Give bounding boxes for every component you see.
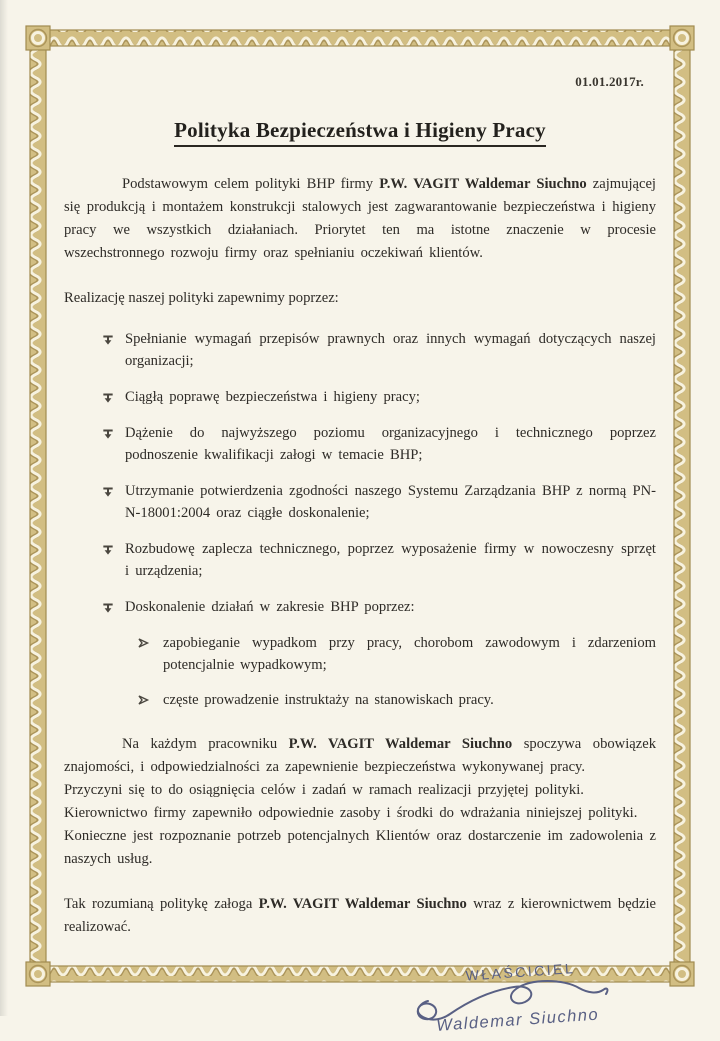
list-item xyxy=(100,422,656,466)
policy-bullet-list xyxy=(64,328,656,711)
down-arrow-from-bar-bullet-icon xyxy=(100,543,116,557)
list-item xyxy=(100,596,656,618)
body-line: Konieczne jest rozpoznanie potrzeb potencjalnych Klientów oraz dostarczenie im zadowolenia z naszych usług. xyxy=(64,828,656,867)
stamp-role-text: WŁAŚCICIEL xyxy=(465,960,576,984)
down-arrow-from-bar-bullet-icon xyxy=(100,485,116,499)
intro-text-post: zajmującej się produkcją i montażem konstrukcji stalowych jest zagwarantowanie bezpieczeństwa i higieny pracy we wszystkich działaniach. Priorytet ten ma istotne znaczenie w procesie wszechstronnego rozwoju firmy oraz spełnianiu oczekiwań klientów. xyxy=(64,176,656,261)
list-item-text: Ciągłą poprawę bezpieczeństwa i higieny pracy; xyxy=(125,389,420,405)
list-item-text: Doskonalenie działań w zakresie BHP poprzez: xyxy=(125,599,415,615)
ring-ornament-icon xyxy=(670,26,694,50)
sub-list-item xyxy=(137,689,656,711)
right-arrowhead-icon xyxy=(137,637,150,649)
body-line: Kierownictwo firmy zapewniło odpowiednie zasoby i środki do wdrażania niniejszej polityki. xyxy=(64,805,638,821)
company-name: P.W. VAGIT Waldemar Siuchno xyxy=(288,736,513,752)
intro-text-pre: Podstawowym celem polityki BHP firmy xyxy=(122,176,380,192)
company-name: P.W. VAGIT Waldemar Siuchno xyxy=(258,896,467,912)
intro-paragraph xyxy=(64,173,656,265)
signature-graphic xyxy=(394,949,644,1041)
sub-list-item xyxy=(137,632,656,676)
stamp-name-text: Waldemar Siuchno xyxy=(435,1005,600,1035)
signature-stamp xyxy=(394,949,644,1041)
responsibility-post: spoczywa obowiązek znajomości, i odpowiedzialności za zapewnienie bezpieczeństwa wykonywanej pracy. xyxy=(64,736,656,775)
list-item-text: Utrzymanie potwierdzenia zgodności naszego Systemu Zarządzania BHP z normą PN-N-18001:2004 oraz ciągłe doskonalenie; xyxy=(125,483,656,521)
document-title: Polityka Bezpieczeństwa i Higieny Pracy xyxy=(174,118,546,147)
list-item xyxy=(100,538,656,582)
list-item-text: Rozbudowę zaplecza technicznego, poprzez wyposażenie firmy w nowoczesny sprzęt i urządzenia; xyxy=(125,541,656,579)
ring-ornament-icon xyxy=(26,26,50,50)
down-arrow-from-bar-bullet-icon xyxy=(100,333,116,347)
list-item xyxy=(100,480,656,524)
document-date: 01.01.2017r. xyxy=(575,74,644,89)
closing-pre: Tak rozumianą politykę załoga xyxy=(64,896,259,912)
list-item xyxy=(100,386,656,408)
body-line: Przyczyni się to do osiągnięcia celów i zadań w ramach realizacji przyjętej polityki. xyxy=(64,782,584,798)
responsibility-paragraph xyxy=(64,733,656,871)
sub-bullet-list xyxy=(64,632,656,711)
right-arrowhead-icon xyxy=(137,694,150,706)
ring-ornament-icon xyxy=(670,962,694,986)
ring-ornament-icon xyxy=(26,962,50,986)
list-item-text: Spełnianie wymagań przepisów prawnych oraz innych wymagań dotyczących naszej organizacji; xyxy=(125,331,656,369)
document-content xyxy=(64,66,656,1041)
sub-list-item-text: zapobieganie wypadkom przy pracy, chorobom zawodowym i zdarzeniom potencjalnie wypadkowym; xyxy=(163,635,656,673)
responsibility-line xyxy=(64,733,656,779)
list-item xyxy=(100,328,656,372)
closing-post: wraz z kierownictwem będzie realizować. xyxy=(64,896,656,935)
company-name: P.W. VAGIT Waldemar Siuchno xyxy=(379,176,587,192)
responsibility-pre: Na każdym pracowniku xyxy=(122,736,289,752)
down-arrow-from-bar-bullet-icon xyxy=(100,601,116,615)
sub-list-item-text: częste prowadzenie instruktaży na stanowiskach pracy. xyxy=(163,692,494,708)
down-arrow-from-bar-bullet-icon xyxy=(100,427,116,441)
down-arrow-from-bar-bullet-icon xyxy=(100,391,116,405)
closing-paragraph xyxy=(64,893,656,939)
list-intro: Realizację naszej polityki zapewnimy poprzez: xyxy=(64,290,339,306)
list-item-text: Dążenie do najwyższego poziomu organizacyjnego i technicznego poprzez podnoszenie kwalifikacji załogi w temacie BHP; xyxy=(125,425,656,463)
